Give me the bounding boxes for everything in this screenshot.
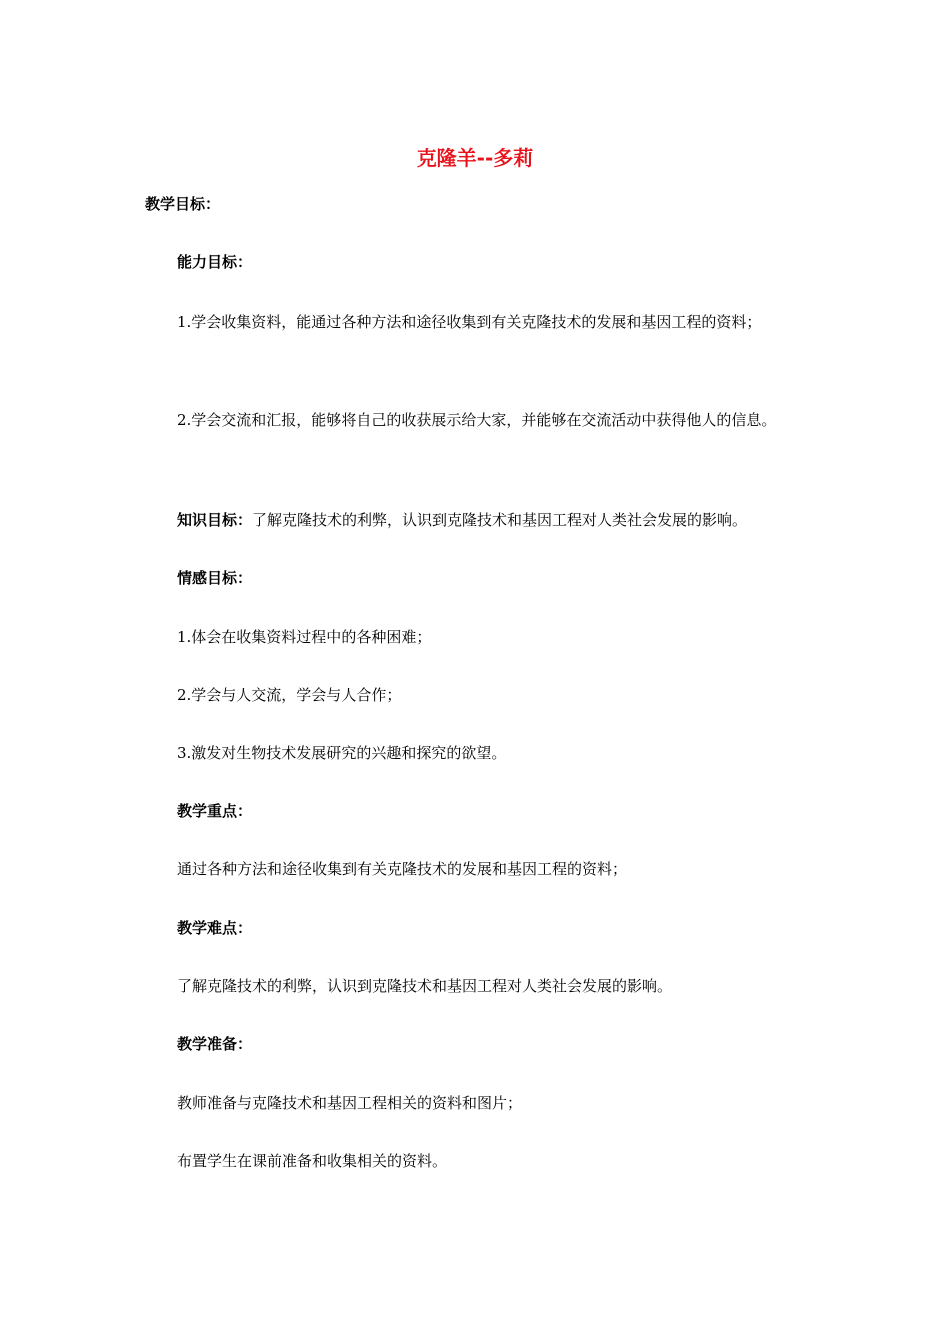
preparation-item-2: 布置学生在课前准备和收集相关的资料。 bbox=[177, 1152, 448, 1170]
key-points-text: 通过各种方法和途径收集到有关克隆技术的发展和基因工程的资料； bbox=[177, 860, 628, 878]
knowledge-goal-heading: 知识目标： bbox=[177, 511, 253, 529]
emotion-goals-heading: 情感目标： bbox=[177, 569, 253, 587]
knowledge-goal bbox=[177, 509, 747, 531]
knowledge-goal-text: 了解克隆技术的利弊，认识到克隆技术和基因工程对人类社会发展的影响。 bbox=[252, 511, 748, 529]
emotion-goal-item-1: 1.体会在收集资料过程中的各种困难； bbox=[177, 628, 432, 646]
teaching-goals-heading: 教学目标： bbox=[145, 195, 221, 213]
document-title: 克隆羊--多莉 bbox=[416, 146, 534, 170]
key-points-heading: 教学重点： bbox=[177, 802, 253, 820]
preparation-heading: 教学准备： bbox=[177, 1035, 253, 1053]
ability-goal-item-2: 2.学会交流和汇报，能够将自己的收获展示给大家，并能够在交流活动中获得他人的信息。 bbox=[177, 411, 777, 429]
preparation-item-1: 教师准备与克隆技术和基因工程相关的资料和图片； bbox=[177, 1094, 523, 1112]
difficulties-text: 了解克隆技术的利弊，认识到克隆技术和基因工程对人类社会发展的影响。 bbox=[177, 977, 673, 995]
ability-goals-heading: 能力目标： bbox=[177, 253, 253, 271]
difficulties-heading: 教学难点： bbox=[177, 919, 253, 937]
ability-goal-item-1: 1.学会收集资料，能通过各种方法和途径收集到有关克隆技术的发展和基因工程的资料； bbox=[177, 313, 762, 331]
emotion-goal-item-3: 3.激发对生物技术发展研究的兴趣和探究的欲望。 bbox=[177, 744, 507, 762]
emotion-goal-item-2: 2.学会与人交流，学会与人合作； bbox=[177, 686, 402, 704]
